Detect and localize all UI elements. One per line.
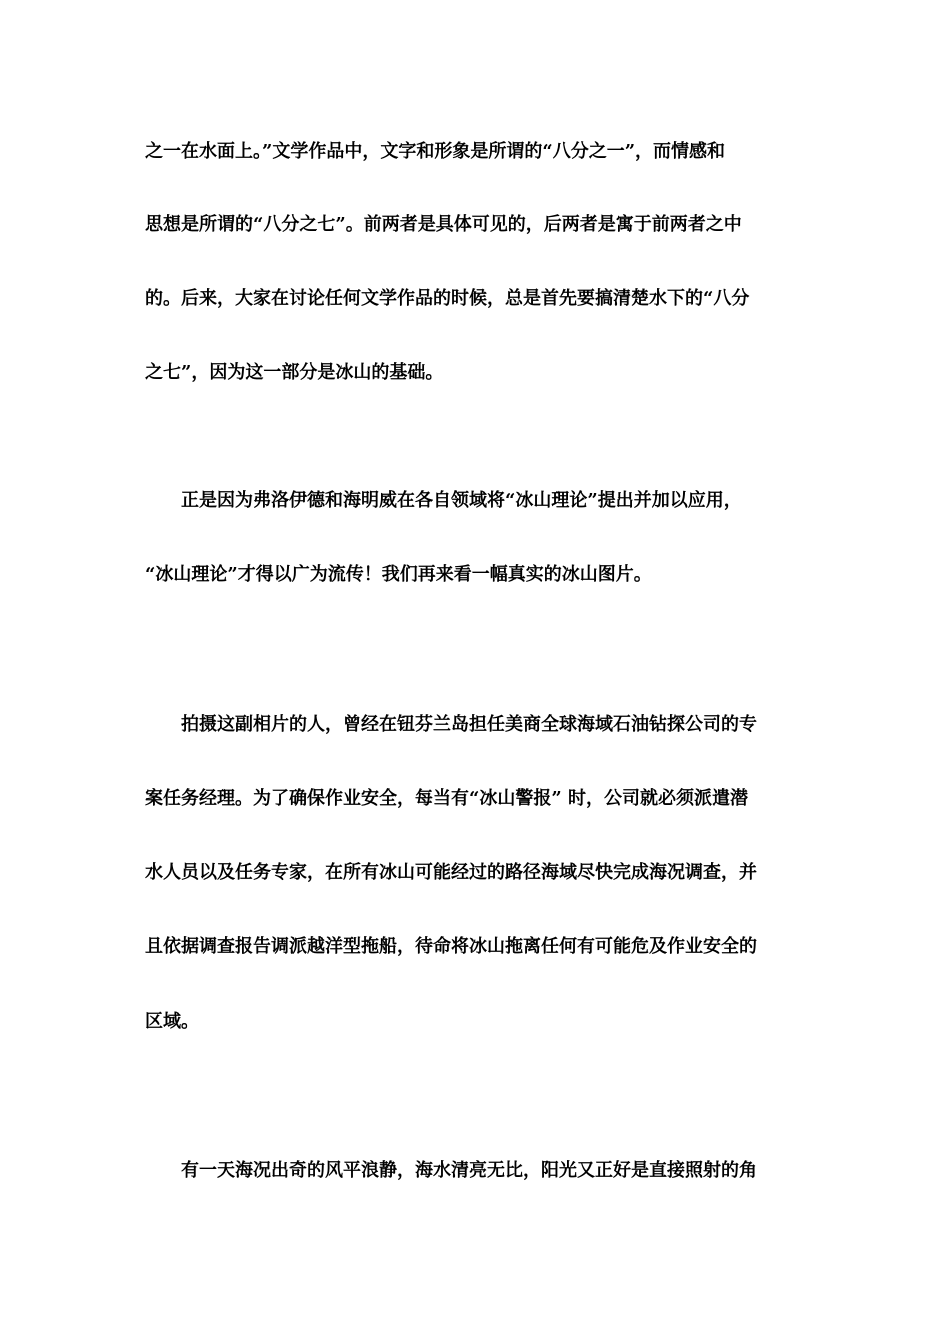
text-line: “冰山理论”才得以广为流传！我们再来看一幅真实的冰山图片。 [145, 564, 652, 585]
text-line: 的。后来，大家在讨论任何文学作品的时候，总是首先要搞清楚水下的“八分 [145, 288, 750, 309]
text-line: 且依据调查报告调派越洋型拖船，待命将冰山拖离任何有可能危及作业安全的 [145, 936, 757, 957]
text-line: 区域。 [145, 1011, 199, 1032]
text-line: 之七”，因为这一部分是冰山的基础。 [145, 362, 444, 383]
text-line: 水人员以及任务专家，在所有冰山可能经过的路径海域尽快完成海况调查，并 [145, 862, 757, 883]
text-line: 思想是所谓的“八分之七”。前两者是具体可见的，后两者是寓于前两者之中 [145, 214, 742, 235]
text-line: 正是因为弗洛伊德和海明威在各自领域将“冰山理论”提出并加以应用， [181, 490, 742, 511]
text-line: 拍摄这副相片的人，曾经在钮芬兰岛担任美商全球海域石油钻探公司的专 [181, 714, 757, 735]
text-line: 之一在水面上。”文学作品中，文字和形象是所谓的“八分之一”，而情感和 [145, 141, 726, 162]
text-line: 案任务经理。为了确保作业安全，每当有“冰山警报” 时，公司就必须派遣潜 [145, 788, 748, 809]
text-line: 有一天海况出奇的风平浪静，海水清亮无比，阳光又正好是直接照射的角 [181, 1160, 757, 1181]
